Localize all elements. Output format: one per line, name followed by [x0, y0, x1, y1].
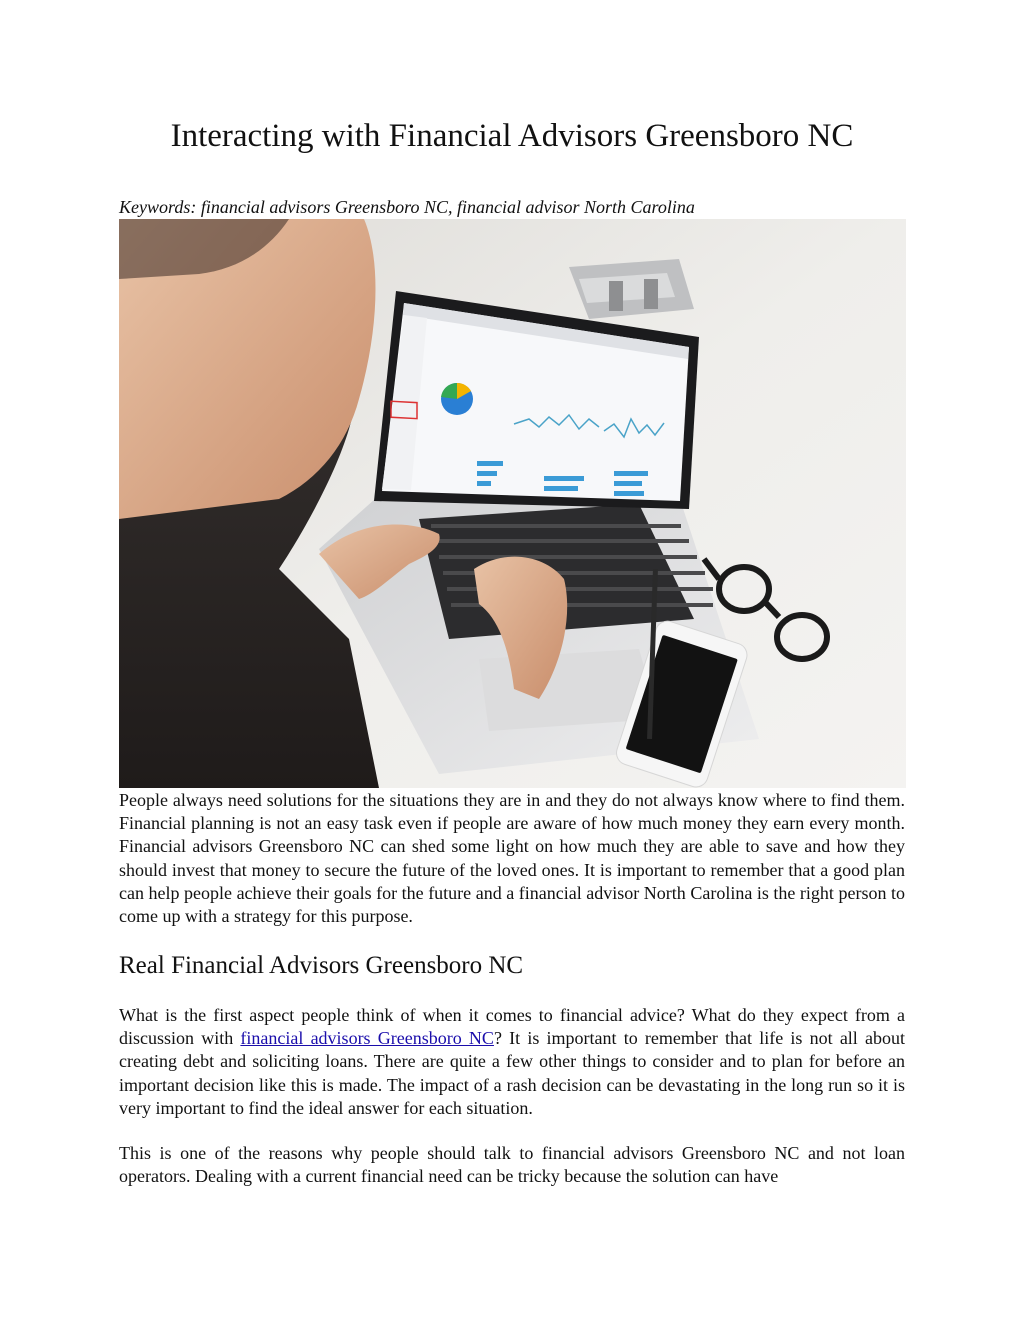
keywords-line: Keywords: financial advisors Greensboro NC, financial advisor North Carolina [119, 197, 695, 217]
section-heading: Real Financial Advisors Greensboro NC [119, 952, 524, 979]
laptop-photo [119, 219, 906, 788]
paragraph-text-before-link: What is the first aspect people think of when it comes to financial advice? What do they expect from a discussion with [119, 1005, 905, 1049]
financial-advisors-link[interactable]: financial advisors Greensboro NC [240, 1028, 494, 1049]
page-title: Interacting with Financial Advisors Greensboro NC [170, 118, 854, 154]
section-paragraph-2: This is one of the reasons why people should talk to financial advisors Greensboro NC and not loan operators. Dealing with a current financial need can be tricky because the solution can have [119, 1143, 905, 1187]
intro-paragraph: People always need solutions for the situations they are in and they do not always know where to find them. Financial planning is not an easy task even if people are aware of how much money they earn every month. Financial advisors Greensboro NC can shed some light on how much they are able to save and how they should invest that money to secure the future of the loved ones. It is important to remember that a good plan can help people achieve their goals for the future and a financial advisor North Carolina is the right person to come up with a strategy for this purpose. [119, 790, 905, 927]
section-paragraph-1 [119, 1004, 905, 1120]
paragraph-text-after-link: ? It is important to remember that life is not all about creating debt and soliciting loans. There are quite a few other things to consider and to plan for before an important decision like this is made. The impact of a rash decision can be devastating in the long run so it is very important to find the ideal answer for each situation. [119, 1028, 905, 1118]
